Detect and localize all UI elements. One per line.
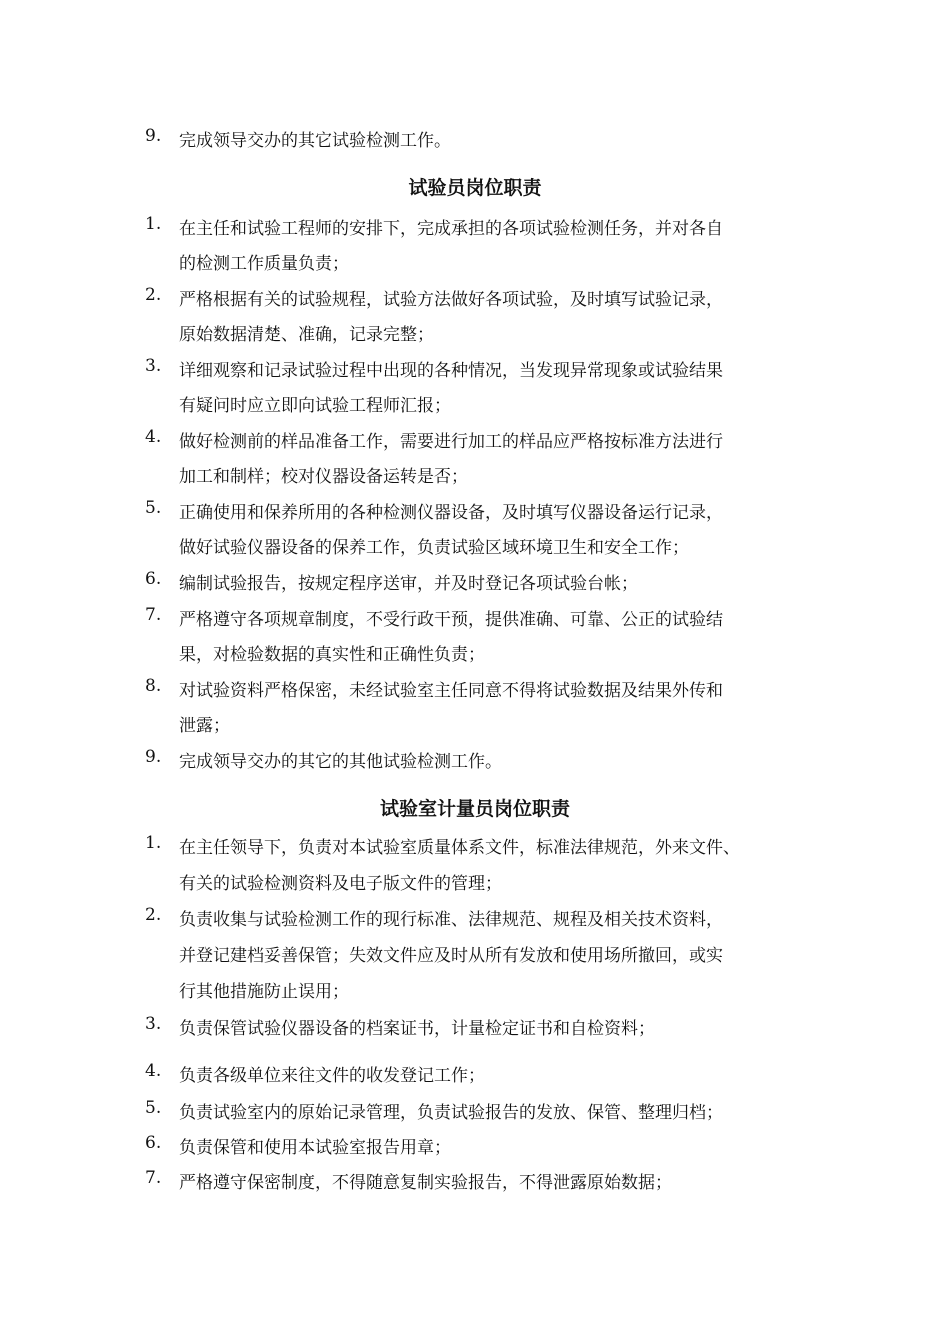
list-item-number: 4.: [145, 427, 162, 447]
list-item-number: 2.: [145, 905, 162, 925]
list-item-text: 在主任领导下，负责对本试验室质量体系文件，标准法律规范，外来文件、: [179, 838, 740, 858]
list-item-text: 严格根据有关的试验规程，试验方法做好各项试验，及时填写试验记录，: [179, 290, 723, 310]
list-item-text: 负责各级单位来往文件的收发登记工作；: [179, 1066, 485, 1086]
list-item-number: 3.: [145, 356, 162, 376]
list-item-number: 9.: [145, 747, 162, 767]
list-item-text: 原始数据清楚、准确，记录完整；: [179, 325, 434, 345]
list-item-number: 8.: [145, 676, 162, 696]
list-item-text: 有关的试验检测资料及电子版文件的管理；: [179, 874, 502, 894]
list-item-text: 详细观察和记录试验过程中出现的各种情况，当发现异常现象或试验结果: [179, 361, 723, 381]
list-item-text: 完成领导交办的其它试验检测工作。: [179, 131, 451, 151]
list-item-text: 并登记建档妥善保管；失效文件应及时从所有发放和使用场所撤回，或实: [179, 946, 723, 966]
list-item-text: 果，对检验数据的真实性和正确性负责；: [179, 645, 485, 665]
list-item-text: 对试验资料严格保密，未经试验室主任同意不得将试验数据及结果外传和: [179, 681, 723, 701]
list-item-number: 7.: [145, 605, 162, 625]
list-item-number: 9.: [145, 126, 162, 146]
list-item-text: 负责保管试验仪器设备的档案证书，计量检定证书和自检资料；: [179, 1019, 655, 1039]
section-title-tester: 试验员岗位职责: [408, 177, 542, 199]
list-item-text: 编制试验报告，按规定程序送审，并及时登记各项试验台帐；: [179, 574, 638, 594]
section-title-metrologist: 试验室计量员岗位职责: [379, 798, 570, 820]
list-item-number: 4.: [145, 1061, 162, 1081]
list-item-number: 1.: [145, 833, 162, 853]
list-item-text: 做好检测前的样品准备工作，需要进行加工的样品应严格按标准方法进行: [179, 432, 723, 452]
list-item-text: 正确使用和保养所用的各种检测仪器设备，及时填写仪器设备运行记录，: [179, 503, 723, 523]
list-item-text: 加工和制样；校对仪器设备运转是否；: [179, 467, 468, 487]
list-item-text: 完成领导交办的其它的其他试验检测工作。: [179, 752, 502, 772]
list-item-text: 行其他措施防止误用；: [179, 982, 349, 1002]
list-item-text: 负责试验室内的原始记录管理，负责试验报告的发放、保管、整理归档；: [179, 1103, 723, 1123]
list-item-number: 3.: [145, 1014, 162, 1034]
list-item-text: 负责保管和使用本试验室报告用章；: [179, 1138, 451, 1158]
list-item-text: 的检测工作质量负责；: [179, 254, 349, 274]
list-item-number: 5.: [145, 1098, 162, 1118]
list-item-text: 严格遵守保密制度，不得随意复制实验报告，不得泄露原始数据；: [179, 1173, 672, 1193]
list-item-text: 严格遵守各项规章制度，不受行政干预，提供准确、可靠、公正的试验结: [179, 610, 723, 630]
list-item-number: 2.: [145, 285, 162, 305]
list-item-text: 做好试验仪器设备的保养工作，负责试验区域环境卫生和安全工作；: [179, 538, 689, 558]
list-item-number: 7.: [145, 1168, 162, 1188]
list-item-number: 5.: [145, 498, 162, 518]
list-item-text: 负责收集与试验检测工作的现行标准、法律规范、规程及相关技术资料，: [179, 910, 723, 930]
list-item-text: 泄露；: [179, 716, 230, 736]
list-item-number: 6.: [145, 1133, 162, 1153]
list-item-text: 有疑问时应立即向试验工程师汇报；: [179, 396, 451, 416]
list-item-number: 1.: [145, 214, 162, 234]
list-item-text: 在主任和试验工程师的安排下，完成承担的各项试验检测任务，并对各自: [179, 219, 723, 239]
list-item-number: 6.: [145, 569, 162, 589]
